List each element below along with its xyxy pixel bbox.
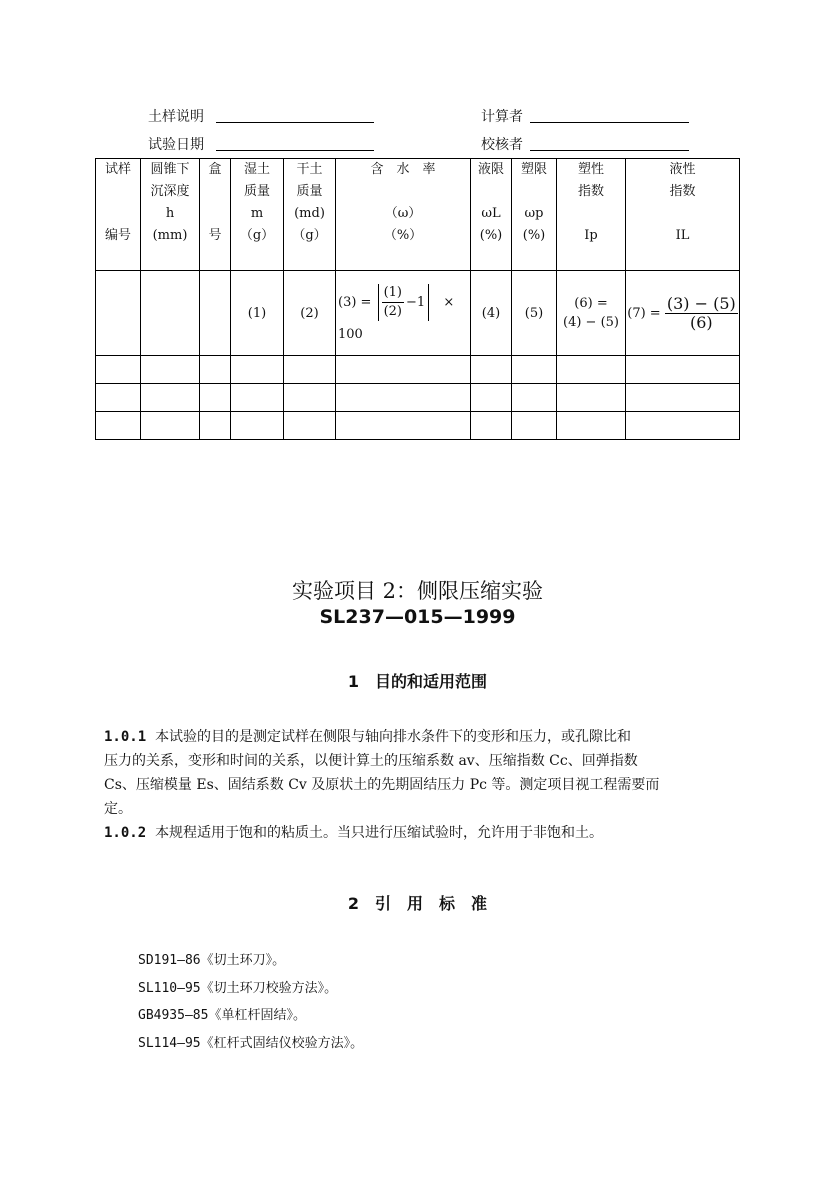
reference-item: SL110—95《切土环刀校验方法》。 xyxy=(138,981,338,996)
header-liquidity-index: 液性 指数 IL xyxy=(626,159,740,271)
header-cone-depth: 圆锥下 沉深度 h (mm) xyxy=(141,159,200,271)
header-plasticity-index: 塑性 指数 Ip xyxy=(557,159,626,271)
experiment-title: 实验项目 2：侧限压缩实验 xyxy=(291,579,544,603)
sample-desc-line xyxy=(216,122,374,123)
table-row xyxy=(96,384,740,412)
standard-code: SL237—015—1999 xyxy=(319,606,516,628)
formula-cell xyxy=(141,271,200,356)
header-plastic-limit: 塑限 ωp (%) xyxy=(512,159,557,271)
checker-label: 校核者 xyxy=(481,137,523,153)
calculator-label: 计算者 xyxy=(481,109,523,125)
checker-line xyxy=(530,150,689,151)
section1-paragraph: 1.0.1 本试验的目的是测定试样在侧限与轴向排水条件下的变形和压力，或孔隙比和 压力的关系，变形和时间的关系，以便计算土的压缩系数 av、压缩指数 Cc、回弹指数 Cs、压缩模量 Es、固结系数 Cv 及原状土的先期固结压力 Pc 等。测定项目视工程需要而 定。 1.0.2 本规程适用于饱和的粘质土。当只进行压缩试验时，允许用于非饱和土。 xyxy=(104,729,660,841)
test-date-label: 试验日期 xyxy=(148,137,204,153)
formula-water-content: (3) = $\frac{(1)}{(2)}$ −1 × 100 xyxy=(336,271,471,356)
header-liquid-limit: 液限 ωL (%) xyxy=(471,159,512,271)
clause-number: 1.0.2 xyxy=(104,825,147,841)
formula-cell xyxy=(96,271,141,356)
header-water-content: 含 水 率 （ω） （%） xyxy=(336,159,471,271)
formula-cell xyxy=(200,271,231,356)
section2-title: 2 引 用 标 准 xyxy=(347,894,488,913)
calculator-line xyxy=(530,122,689,123)
reference-item: GB4935—85《单杠杆固结》。 xyxy=(138,1008,306,1023)
table-header-row xyxy=(96,159,740,271)
formula-dry-mass: (2) xyxy=(284,271,336,356)
formula-liquid-limit: (4) xyxy=(471,271,512,356)
formula-row xyxy=(96,271,740,356)
reference-item: SD191—86《切土环刀》。 xyxy=(138,953,286,968)
test-record-table xyxy=(95,158,740,440)
header-wet-mass: 湿土 质量 m （g） xyxy=(231,159,284,271)
sample-desc-label: 土样说明 xyxy=(148,109,204,125)
formula-wet-mass: (1) xyxy=(231,271,284,356)
header-box-no: 盒 号 xyxy=(200,159,231,271)
clause-number: 1.0.1 xyxy=(104,729,147,745)
formula-plastic-limit: (5) xyxy=(512,271,557,356)
table-row xyxy=(96,412,740,440)
header-sample-no: 试样 编号 xyxy=(96,159,141,271)
table-row xyxy=(96,356,740,384)
test-date-line xyxy=(216,150,374,151)
header-dry-mass: 干土 质量 (md) （g） xyxy=(284,159,336,271)
section1-title: 1 目的和适用范围 xyxy=(347,672,488,691)
reference-item: SL114—95《杠杆式固结仪校验方法》。 xyxy=(138,1036,364,1051)
formula-plasticity-index: (6) = (4) − (5) xyxy=(557,271,626,356)
formula-liquidity-index: (7) = $\frac{(3) - (5)}{(6)}$ xyxy=(626,271,740,356)
